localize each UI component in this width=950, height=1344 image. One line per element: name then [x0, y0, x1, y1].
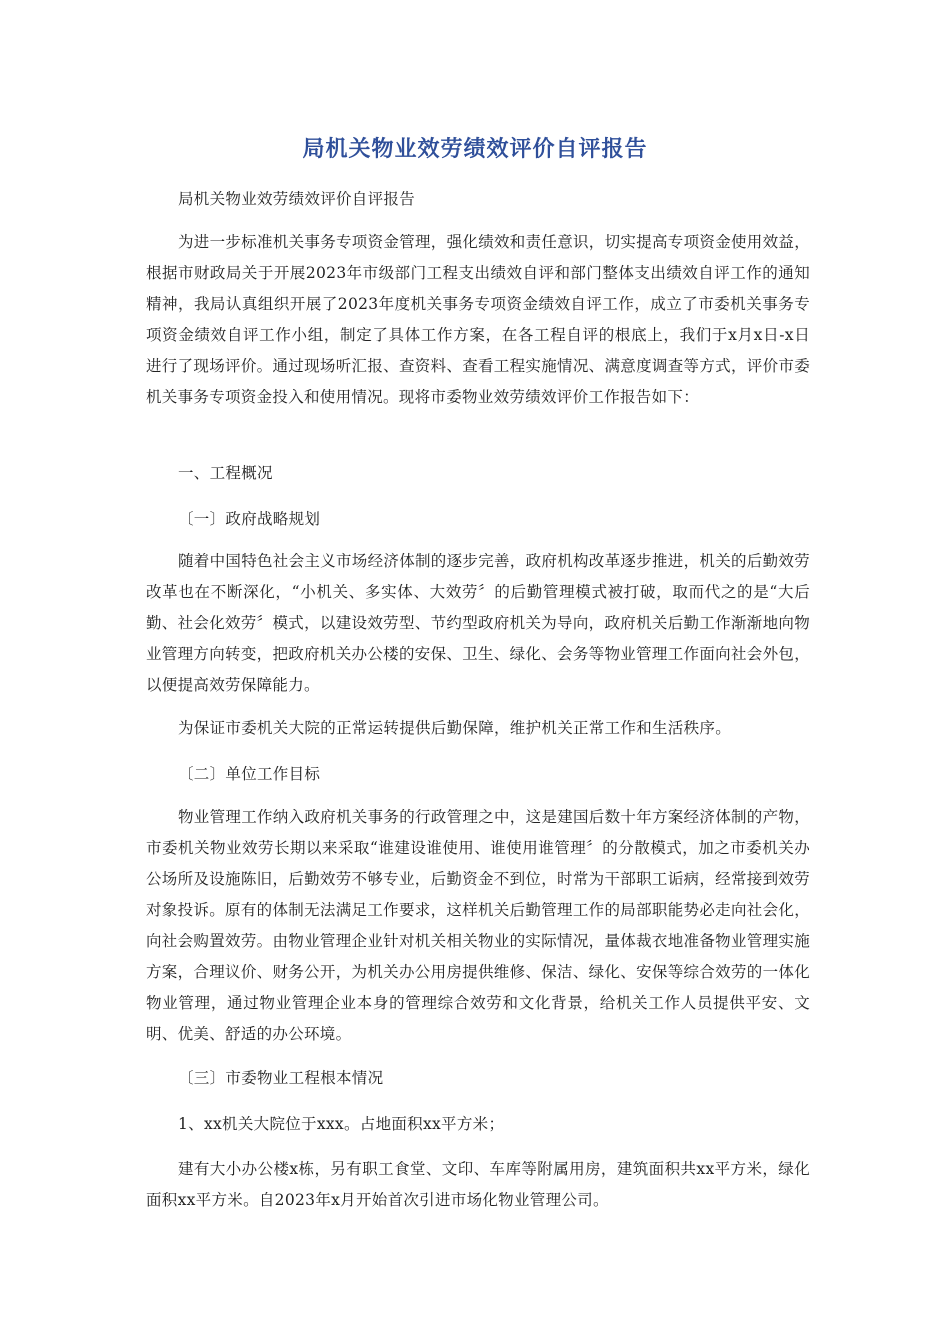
- strategy-paragraph: 随着中国特色社会主义市场经济体制的逐步完善，政府机构改革逐步推进，机关的后勤效劳改革也在不断深化，“小机关、多实体、大效劳〞的后勤管理模式被打破，取而代之的是“大后勤、社会化效劳〞模式，以建设效劳型、节约型政府机关为导向，政府机关后勤工作渐渐地向物业管理方向转变，把政府机关办公楼的安保、卫生、绿化、会务等物业管理工作面向社会外包，以便提高效劳保障能力。: [146, 552, 811, 694]
- building-paragraph: 建有大小办公楼x栋，另有职工食堂、文印、车库等附属用房，建筑面积共xx平方米，绿化面积xx平方米。自2023年x月开始首次引进市场化物业管理公司。: [146, 1160, 810, 1209]
- subtitle-paragraph: 局机关物业效劳绩效评价自评报告: [178, 190, 416, 208]
- goal-paragraph: 物业管理工作纳入政府机关事务的行政管理之中，这是建国后数十年方案经济体制的产物，市委机关物业效劳长期以来采取“谁建设谁使用、谁使用谁管理〞的分散模式，加之市委机关办公场所及设施陈旧，后勤效劳不够专业，后勤资金不到位，时常为干部职工诟病，经常接到效劳对象投诉。原有的体制无法满足工作要求，这样机关后勤管理工作的局部职能势必走向社会化，向社会购置效劳。由物业管理企业针对机关相关物业的实际情况，量体裁衣地准备物业管理实施方案，合理议价、财务公开，为机关办公用房提供维修、保洁、绿化、安保等综合效劳的一体化物业管理，通过物业管理企业本身的管理综合效劳和文化背景，给机关工作人员提供平安、文明、优美、舒适的办公环境。: [146, 808, 811, 1043]
- intro-paragraph: 为进一步标准机关事务专项资金管理，强化绩效和责任意识，切实提高专项资金使用效益，根据市财政局关于开展2023年市级部门工程支出绩效自评和部门整体支出绩效自评工作的通知精神，我局认真组织开展了2023年度机关事务专项资金绩效自评工作，成立了市委机关事务专项资金绩效自评工作小组，制定了具体工作方案，在各工程自评的根底上，我们于x月x日-x日进行了现场评价。通过现场听汇报、查资料、查看工程实施情况、满意度调查等方式，评价市委机关事务专项资金投入和使用情况。现将市委物业效劳绩效评价工作报告如下：: [146, 233, 811, 406]
- support-paragraph: 为保证市委机关大院的正常运转提供后勤保障，维护机关正常工作和生活秩序。: [178, 719, 732, 737]
- document-title: 局机关物业效劳绩效评价自评报告: [302, 137, 648, 162]
- subsection-heading-1: 〔一〕政府战略规划: [178, 510, 321, 528]
- section-heading-1: 一、工程概况: [178, 464, 273, 482]
- subsection-heading-3: 〔三〕市委物业工程根本情况: [178, 1069, 384, 1087]
- subsection-heading-2: 〔二〕单位工作目标: [178, 765, 321, 783]
- location-paragraph: 1、xx机关大院位于xxx。占地面积xx平方米；: [178, 1115, 505, 1133]
